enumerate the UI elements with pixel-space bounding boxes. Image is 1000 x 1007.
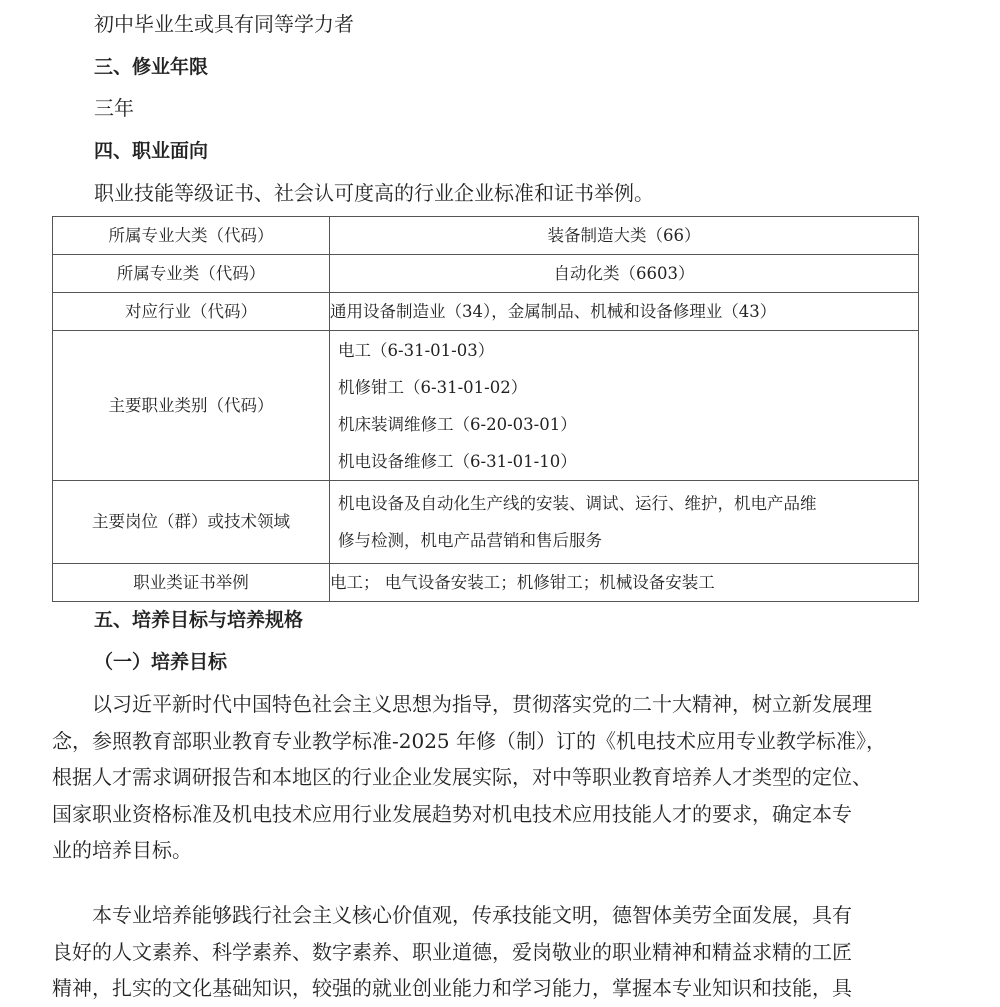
table-key-cell: 主要职业类别（代码） — [53, 331, 330, 481]
paragraph-line: 以习近平新时代中国特色社会主义思想为指导，贯彻落实党的二十大精神，树立新发展理 — [92, 692, 872, 716]
position-line: 机电设备及自动化生产线的安装、调试、运行、维护，机电产品维 — [338, 494, 817, 513]
paragraph-line: 精神，扎实的文化基础知识，较强的就业创业能力和学习能力，掌握本专业知识和技能，具 — [52, 976, 852, 1000]
table-value-cell: 电工； 电气设备安装工；机修钳工；机械设备安装工 — [330, 564, 919, 602]
table-value-cell — [330, 331, 919, 481]
table-row — [53, 331, 919, 481]
table-row — [53, 255, 919, 293]
occupation-item: 电工（6-31-01-03） — [338, 340, 495, 360]
table-key-cell: 所属专业大类（代码） — [53, 217, 330, 255]
table-value-cell: 装备制造大类（66） — [330, 217, 919, 255]
table-key-cell: 职业类证书举例 — [53, 564, 330, 602]
occupation-table — [52, 216, 919, 602]
paragraph-line: 国家职业资格标准及机电技术应用行业发展趋势对机电技术应用技能人才的要求，确定本专 — [52, 801, 852, 826]
table-key-cell: 所属专业类（代码） — [53, 255, 330, 293]
table-key-cell: 主要岗位（群）或技术领域 — [53, 481, 330, 564]
paragraph-line: 本专业培养能够践行社会主义核心价值观，传承技能文明，德智体美劳全面发展，具有 — [92, 903, 852, 927]
position-line: 修与检测，机电产品营销和售后服务 — [338, 531, 602, 550]
paragraph-line: 业的培养目标。 — [52, 838, 192, 862]
occupation-item: 机修钳工（6-31-01-02） — [338, 377, 528, 397]
paragraph-line: 念，参照教育部职业教育专业教学标准-2025 年修（制）订的《机电技术应用专业教学标准》， — [52, 728, 887, 753]
section4-heading: 四、职业面向 — [94, 140, 209, 162]
paragraph-line: 良好的人文素养、科学素养、数字素养、职业道德，爱岗敬业的职业精神和精益求精的工匠 — [52, 939, 852, 964]
training-goal-paragraph — [52, 686, 937, 869]
occupation-item: 机电设备维修工（6-31-01-10） — [338, 451, 577, 471]
training-spec-paragraph — [52, 897, 937, 1007]
table-row — [53, 217, 919, 255]
entry-requirement-text: 初中毕业生或具有同等学力者 — [94, 12, 354, 36]
section5-heading: 五、培养目标与培养规格 — [94, 609, 304, 631]
subsection1-heading: （一）培养目标 — [94, 651, 228, 673]
table-row — [53, 481, 919, 564]
section4-note: 职业技能等级证书、社会认可度高的行业企业标准和证书举例。 — [94, 181, 654, 205]
occupation-item: 机床装调维修工（6-20-03-01） — [338, 414, 577, 434]
table-row — [53, 564, 919, 602]
duration-text: 三年 — [94, 96, 134, 120]
table-value-cell — [330, 481, 919, 564]
paragraph-line: 根据人才需求调研报告和本地区的行业企业发展实际，对中等职业教育培养人才类型的定位、 — [52, 765, 872, 789]
table-row — [53, 293, 919, 331]
table-key-cell: 对应行业（代码） — [53, 293, 330, 331]
section3-heading: 三、修业年限 — [94, 56, 209, 78]
table-value-cell: 自动化类（6603） — [330, 255, 919, 293]
table-value-cell: 通用设备制造业（34），金属制品、机械和设备修理业（43） — [330, 293, 919, 331]
